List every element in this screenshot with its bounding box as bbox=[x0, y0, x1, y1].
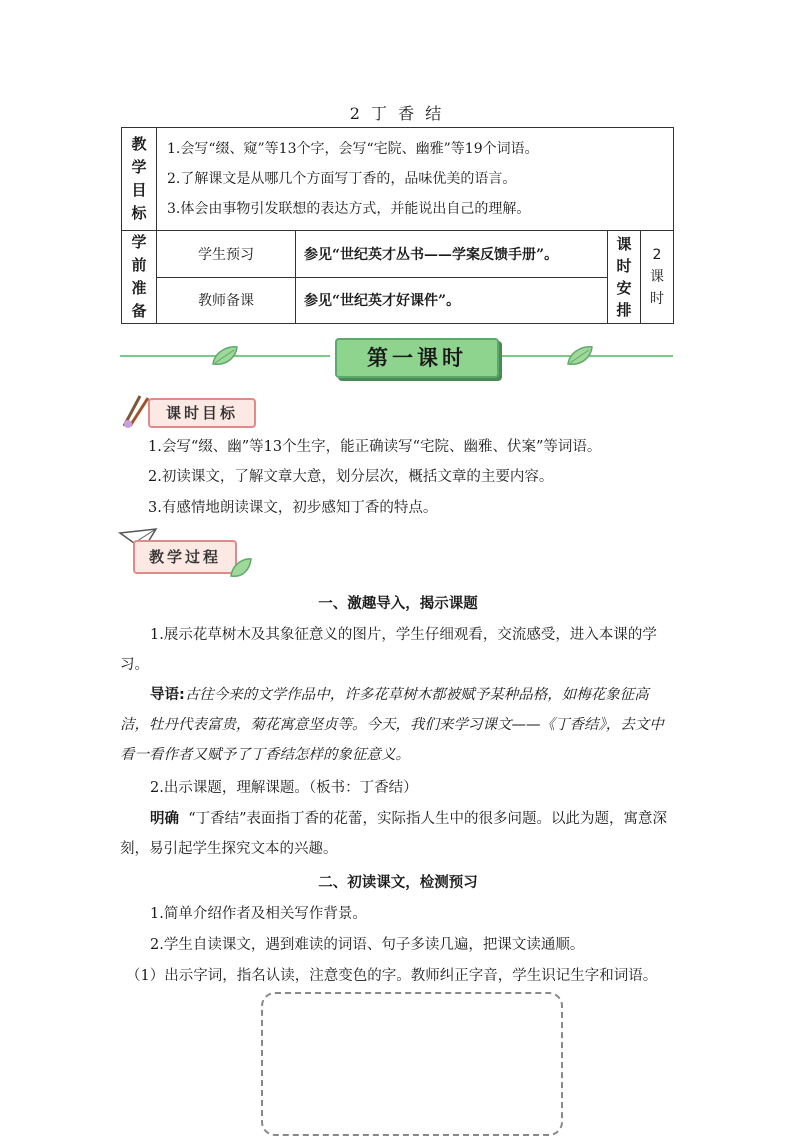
goal-item: 1.会写“缀、窥”等13个字，会写“宅院、幽雅”等19个词语。 bbox=[167, 141, 539, 157]
intro-paragraph bbox=[120, 680, 676, 770]
lesson-goal-item: 2.初读课文，了解文章大意，划分层次，概括文章的主要内容。 bbox=[148, 469, 554, 485]
paragraph: 1.展示花草树木及其象征意义的图片，学生仔细观看，交流感受，进入本课的学习。 bbox=[120, 627, 657, 673]
lesson-goals-tag: 课时目标 bbox=[148, 398, 256, 428]
clarify-text: “丁香结”表面指丁香的花蕾，实际指人生中的很多问题。以此为题，寓意深刻，易引起学生探究文本的兴趣。 bbox=[120, 811, 668, 857]
intro-label: 导语: bbox=[150, 687, 185, 703]
section-2-title: 二、初读课文，检测预习 bbox=[318, 875, 478, 891]
word-box bbox=[261, 992, 563, 1136]
student-prep-label: 学生预习 bbox=[157, 231, 296, 278]
clarify-label: 明确 bbox=[150, 811, 179, 827]
section-1-title: 一、激趣导入，揭示课题 bbox=[318, 596, 478, 612]
student-prep-text: 参见“世纪英才丛书——学案反馈手册”。 bbox=[296, 231, 608, 278]
intro-text: 古往今来的文学作品中，许多花草树木都被赋予某种品格，如梅花象征高洁，牡丹代表富贵，菊花寓意坚贞等。今天，我们来学习课文——《丁香结》，去文中看一看作者又赋予了丁香结怎样的象征意义。 bbox=[120, 687, 664, 763]
paragraph: 1.简单介绍作者及相关写作背景。 bbox=[150, 906, 367, 922]
schedule-header: 课 时 安 排 bbox=[608, 231, 641, 324]
paragraph: 2.出示课题，理解课题。（板书：丁香结） bbox=[150, 780, 418, 796]
lesson-goal-item: 1.会写“缀、幽”等13个生字，能正确读写“宅院、幽雅、伏案”等词语。 bbox=[148, 439, 602, 455]
schedule-value: 2 课 时 bbox=[641, 231, 674, 324]
leaf-icon bbox=[210, 344, 240, 368]
page-title: 2 丁 香 结 bbox=[349, 104, 445, 123]
goal-item: 2.了解课文是从哪几个方面写丁香的，品味优美的语言。 bbox=[167, 171, 517, 187]
goals-cell bbox=[157, 128, 674, 231]
lesson-info-table bbox=[121, 127, 674, 324]
clarify-paragraph bbox=[120, 804, 676, 864]
goals-header: 教 学 目 标 bbox=[122, 128, 157, 231]
paragraph: 2.学生自读课文，遇到难读的词语、句子多读几遍，把课文读通顺。 bbox=[150, 937, 585, 953]
leaf-icon bbox=[228, 556, 254, 580]
lesson-goal-item: 3.有感情地朗读课文，初步感知丁香的特点。 bbox=[148, 500, 438, 516]
teacher-prep-label: 教师备课 bbox=[157, 277, 296, 324]
goal-item: 3.体会由事物引发联想的表达方式，并能说出自己的理解。 bbox=[167, 201, 531, 217]
prep-header: 学 前 准 备 bbox=[122, 231, 157, 324]
paragraph: （1）出示字词，指名认读，注意变色的字。教师纠正字音，学生识记生字和词语。 bbox=[126, 968, 658, 984]
teacher-prep-text: 参见“世纪英才好课件”。 bbox=[296, 277, 608, 324]
leaf-icon bbox=[565, 344, 595, 368]
teaching-process-tag: 教学过程 bbox=[133, 540, 237, 574]
lesson-banner: 第一课时 bbox=[335, 338, 499, 378]
